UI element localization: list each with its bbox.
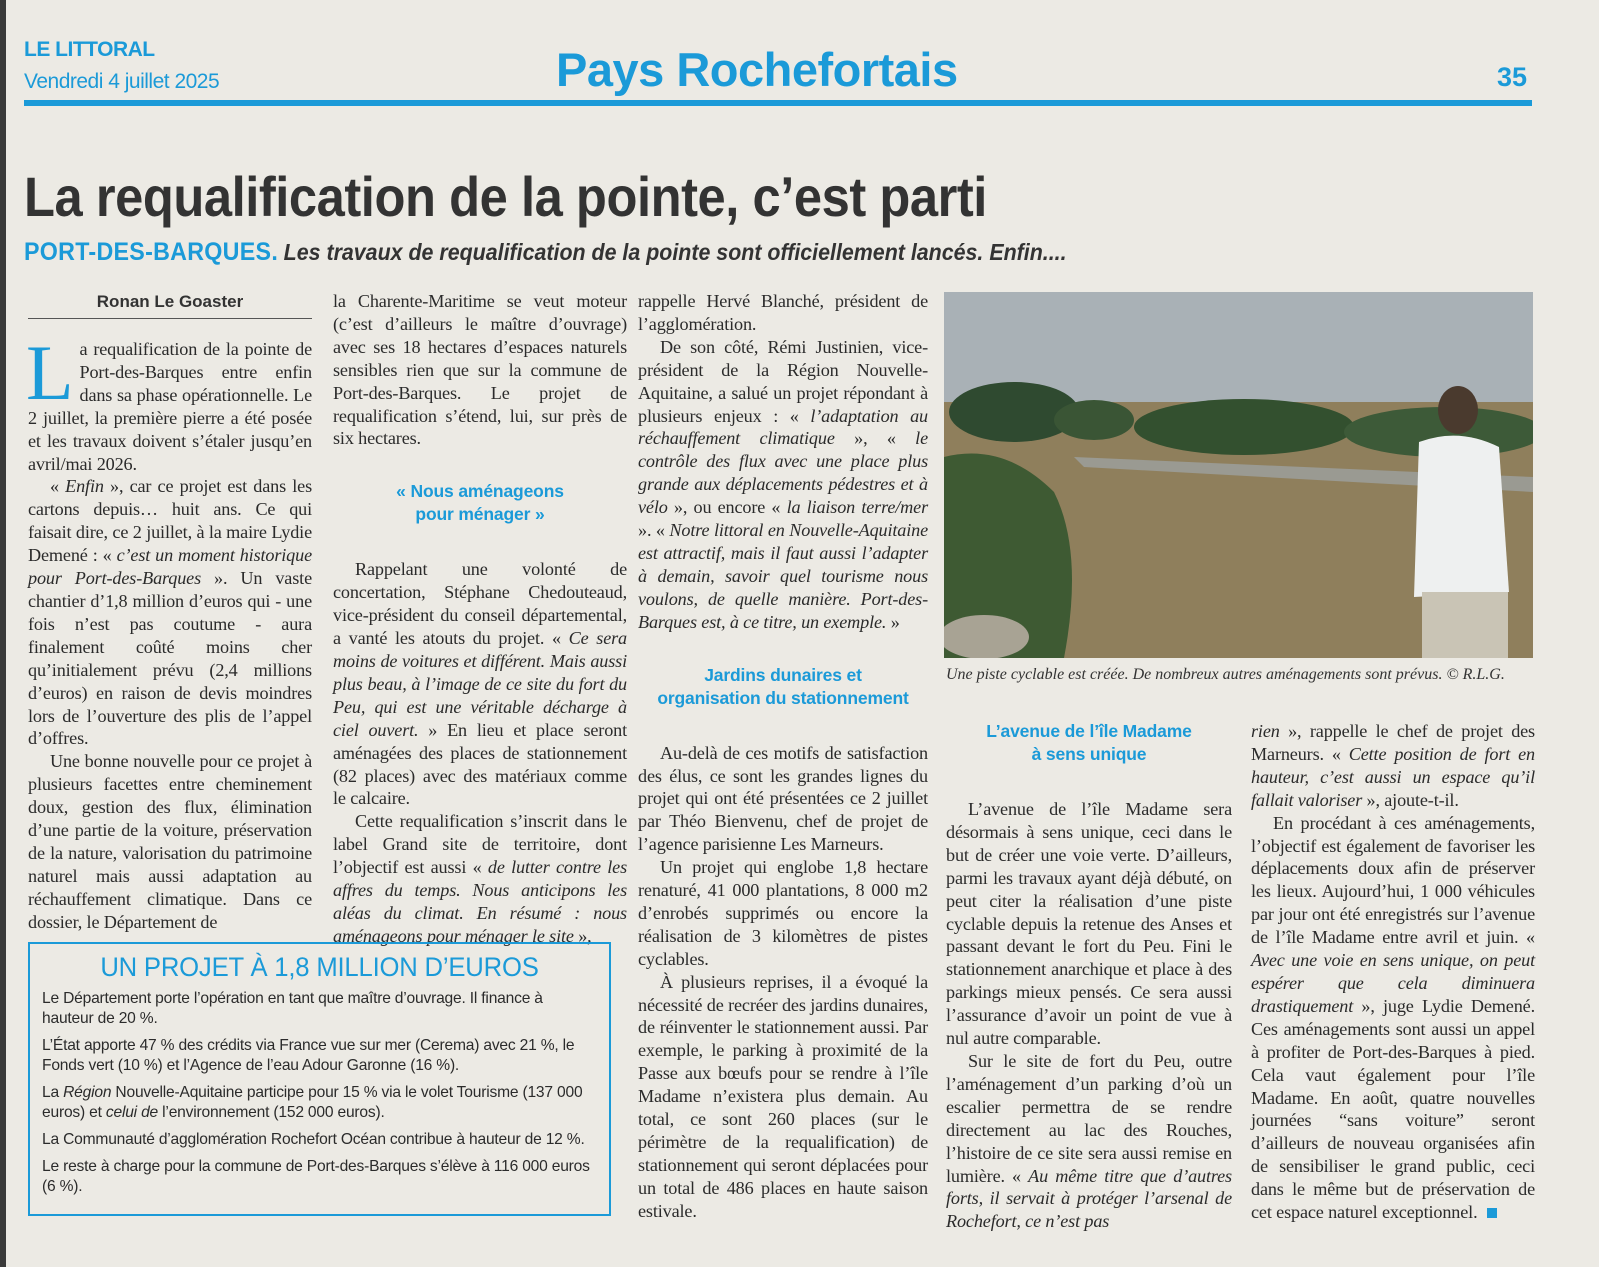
text-run: Nouvelle-Aquitaine participe pour 15 % via le volet Tourisme (137 000 euros) et	[42, 1084, 583, 1121]
italic-quote: Notre littoral en Nouvelle-Aquitaine est attractif, mais il faut aussi l’adapter à demain, savoir quel tourisme nous voulons, de quelle manière. Port-des-Barques est, à ce titre, un exemple.	[638, 520, 928, 632]
paragraph	[28, 475, 312, 750]
paragraph	[946, 798, 1232, 1050]
paragraph	[28, 750, 312, 933]
text-run: rappelle Hervé Blanché, président de l’agglomération.	[638, 291, 928, 334]
italic-quote: Au même titre que d’autres forts, il servait à protéger l’arsenal de Rochefort, ce n’est pas	[946, 1165, 1232, 1232]
page-number: 35	[1497, 62, 1528, 92]
article-column-4	[946, 720, 1232, 1233]
paragraph	[1251, 720, 1535, 812]
text-run: L’État apporte 47 % des crédits via France vue sur mer (Cerema) avec 21 %, le Fonds vert (10 %) et l’Agence de l’eau Adour Garonne (16 %).	[42, 1037, 575, 1074]
paragraph	[638, 856, 928, 971]
paragraph	[946, 1050, 1232, 1233]
text-run: Le reste à charge pour la commune de Port-des-Barques s’élève à 116 000 euros (6 %).	[42, 1158, 590, 1195]
funding-item	[42, 1130, 597, 1150]
paragraph	[638, 971, 928, 1223]
photo-tree-line	[1134, 399, 1354, 455]
italic-quote: c’est un moment historique pour Port-des-Barques	[28, 545, 312, 589]
italic-quote: Enfin	[65, 476, 104, 497]
text-run: », ajoute-t-il.	[1362, 789, 1459, 810]
text-run: ». «	[638, 520, 670, 541]
text-run: l’environnement (152 000 euros).	[158, 1104, 385, 1121]
funding-list	[30, 989, 609, 1197]
article-headline: La requalification de la pointe, c’est parti	[24, 165, 987, 228]
text-run: La	[42, 1084, 64, 1101]
text-run: », rappelle le chef de projet des Marneurs. «	[1251, 721, 1535, 764]
paragraph	[333, 290, 627, 450]
funding-box-title: UN PROJET À 1,8 MILLION D’EUROS	[100, 952, 539, 982]
italic-quote: Cette position de fort en hauteur, c’est aussi un espace qu’il fallait valoriser	[1251, 743, 1535, 810]
article-photo	[944, 292, 1533, 658]
italic-quote: de lutter contre les affres du temps. Nous anticipons les aléas du climat. En résumé : nous aménageons pour ménager le site	[333, 857, 628, 946]
photo-person-trousers	[1422, 592, 1508, 658]
location-kicker: PORT-DES-BARQUES.	[24, 238, 279, 266]
italic-quote: rien	[1251, 721, 1280, 741]
text-run: la Charente-Maritime se veut moteur (c’est d’ailleurs le maître d’ouvrage) avec ses 18 hectares d’espaces naturels sensibles rien que sur la commune de Port-des-Barques. Le projet de requalification s’étend, lui, sur près de six hectares.	[333, 291, 627, 449]
issue-date: Vendredi 4 juillet 2025	[24, 70, 220, 93]
header-rule	[24, 100, 1532, 106]
text-run: Rappelant une volonté de concertation, Stéphane Chedouteaud, vice-président du conseil départemental, a vanté les atouts du projet. «	[333, 559, 627, 649]
article-column-5	[1251, 720, 1535, 1224]
text-run: Sur le site de fort du Peu, outre l’aménagement d’un parking d’où un escalier permettra de se rendre directement au lac des Rouches, l’histoire de ce site sera aussi remise en lumière. «	[946, 1050, 1232, 1186]
italic-quote: Ce sera moins de voitures et différent. Mais aussi plus beau, à l’image de ce site du fort du Peu, qui est une véritable décharge à ciel ouvert.	[333, 628, 627, 740]
paragraph	[26, 329, 312, 475]
text-run: », «	[834, 428, 916, 449]
paragraph	[333, 558, 627, 810]
text-run: Une bonne nouvelle pour ce projet à plusieurs facettes entre cheminement doux, gestion des flux, élimination d’une partie de la voiture, préservation de la nature, valorisation du patrimoine naturel mais aussi adaptation au réchauffement climatique. Dans ce dossier, le Département de	[28, 751, 312, 932]
italic-quote: Région	[63, 1084, 112, 1101]
subheading: L’avenue de l’île Madame à sens unique	[986, 721, 1192, 764]
newspaper-name: LE LITTORAL	[24, 38, 155, 61]
funding-item	[42, 1083, 597, 1123]
text-run: En procédant à ces aménagements, l’objectif est également de favoriser les déplacements doux afin de préserver les lieux. Aujourd’hui, 1 000 véhicules par jour ont été enregistrés sur l’avenue de l’île Madame entre avril et juin. «	[1251, 812, 1535, 948]
italic-quote: la liaison terre/mer	[786, 497, 928, 518]
article-column-3	[638, 290, 928, 1223]
drop-cap: L	[26, 329, 74, 416]
paragraph	[638, 290, 928, 336]
standfirst	[24, 238, 1067, 267]
photo-scene	[944, 292, 1533, 658]
photo-person-head	[1438, 386, 1478, 434]
section-title: Pays Rochefortais	[556, 43, 958, 96]
article-column-1	[26, 329, 312, 934]
subheading: Jardins dunaires et organisation du stationnement	[657, 664, 909, 708]
text-run: », ou encore «	[667, 497, 787, 518]
funding-item	[42, 989, 597, 1029]
article-deck: Les travaux de requalification de la pointe sont officiellement lancés. Enfin....	[283, 239, 1067, 265]
text-run: »	[886, 611, 900, 632]
byline: Ronan Le Goaster	[28, 292, 312, 319]
text-run: Au-delà de ces motifs de satisfaction des élus, ce sont les grandes lignes du projet qui ont été présentées ce 2 juillet par Théo Bienvenu, chef de projet de l’agence parisienne Les Marneurs.	[638, 742, 928, 855]
italic-quote: celui de	[105, 1104, 159, 1121]
text-run: Un projet qui englobe 1,8 hectare renaturé, 41 000 plantations, 8 000 m2 d’enrobés supprimés ou encore la réalisation de 3 kilomètres de pistes cyclables.	[638, 857, 928, 969]
photo-caption: Une piste cyclable est créée. De nombreux autres aménagements sont prévus. © R.L.G.	[946, 666, 1505, 683]
text-run: L’avenue de l’île Madame sera désormais à sens unique, ceci dans le but de créer une voie verte. D’ailleurs, parmi les travaux ayant déjà débuté, on peut citer la réalisation d’une piste cyclable depuis la retenue des Anses et passant devant le fort du Peu. Fini le stationnement anarchique et place à des parkings mieux pensés. Ce sera aussi l’assurance d’avoir un point de vue à nul autre comparable.	[946, 799, 1232, 1049]
paragraph	[638, 336, 928, 634]
subheading: « Nous aménageons pour ménager »	[396, 481, 564, 525]
text-run: ». Un vaste chantier d’1,8 million d’euros qui - une fois n’est pas coutume - aura finalement coûté moins cher qu’initialement prévu (2,4 millions d’euros) en raison de devis moindres lors de l’ouverture des plis de l’appel d’offres.	[28, 568, 312, 749]
text-run: », car ce projet est dans les cartons depuis… huit ans. Ce qui faisait dire, ce 2 juillet, à la maire Lydie Demené : «	[28, 476, 312, 566]
text-run: «	[50, 476, 66, 497]
italic-quote: Avec une voie en sens unique, on peut espérer que cela diminuera drastiquement	[1251, 950, 1535, 1016]
text-run: a requalification de la pointe de Port-des-Barques entre enfin dans sa phase opérationnelle. Le 2 juillet, la première pierre a été posée et les travaux doivent s’étaler jusqu’en avril/mai 2026.	[28, 339, 312, 474]
text-run: À plusieurs reprises, il a évoqué la nécessité de recréer des jardins dunaires, de réinventer le stationnement aussi. Par exemple, le parking à proximité de la Passe aux bœufs pour se rendre à l’île Madame n’existera plus demain. Au total, ce sont 260 places (sur le périmètre de la requalification) de stationnement qui seront déplacées pour un total de 486 places en haute saison estivale.	[638, 971, 928, 1221]
paragraph	[333, 810, 627, 947]
funding-item	[42, 1157, 597, 1197]
text-run: » En lieu et place seront aménagées des places de stationnement (82 places) avec des matériaux comme le calcaire.	[333, 719, 627, 809]
photo-tree	[1054, 400, 1134, 440]
text-run: De son côté, Rémi Justinien, vice-président de la Région Nouvelle-Aquitaine, a salué un projet répondant à plusieurs enjeux : «	[638, 336, 928, 426]
text-run: », juge Lydie Demené. Ces aménagements sont aussi un appel à profiter de Port-des-Barques à pied. Cela vaut également pour l’île Madame. En août, quatre nouvelles journées “sans voiture” seront d’ailleurs de nouveau organisées afin de sensibiliser le grand public, ceci dans le même but de préservation de cet espace naturel exceptionnel.	[1251, 995, 1535, 1223]
text-run: La Communauté d’agglomération Rochefort Océan contribue à hauteur de 12 %.	[42, 1131, 585, 1148]
text-run: Cette requalification s’inscrit dans le label Grand site de territoire, dont l’objectif est aussi «	[333, 811, 627, 878]
article-column-2	[333, 290, 627, 948]
funding-item	[42, 1036, 597, 1076]
text-run: »,	[573, 925, 592, 946]
paragraph	[638, 742, 928, 857]
photo-person-shirt	[1414, 436, 1509, 597]
scan-edge	[0, 0, 6, 1267]
italic-quote: le contrôle des flux avec une place plus grande aux déplacements pédestres et à vélo	[638, 428, 928, 518]
end-of-article-square	[1487, 1208, 1497, 1218]
italic-quote: l’adaptation au réchauffement climatique	[638, 405, 928, 449]
paragraph	[1251, 812, 1535, 1224]
text-run: Le Département porte l’opération en tant que maître d’ouvrage. Il finance à hauteur de 20 %.	[42, 990, 543, 1027]
funding-box	[28, 942, 611, 1216]
